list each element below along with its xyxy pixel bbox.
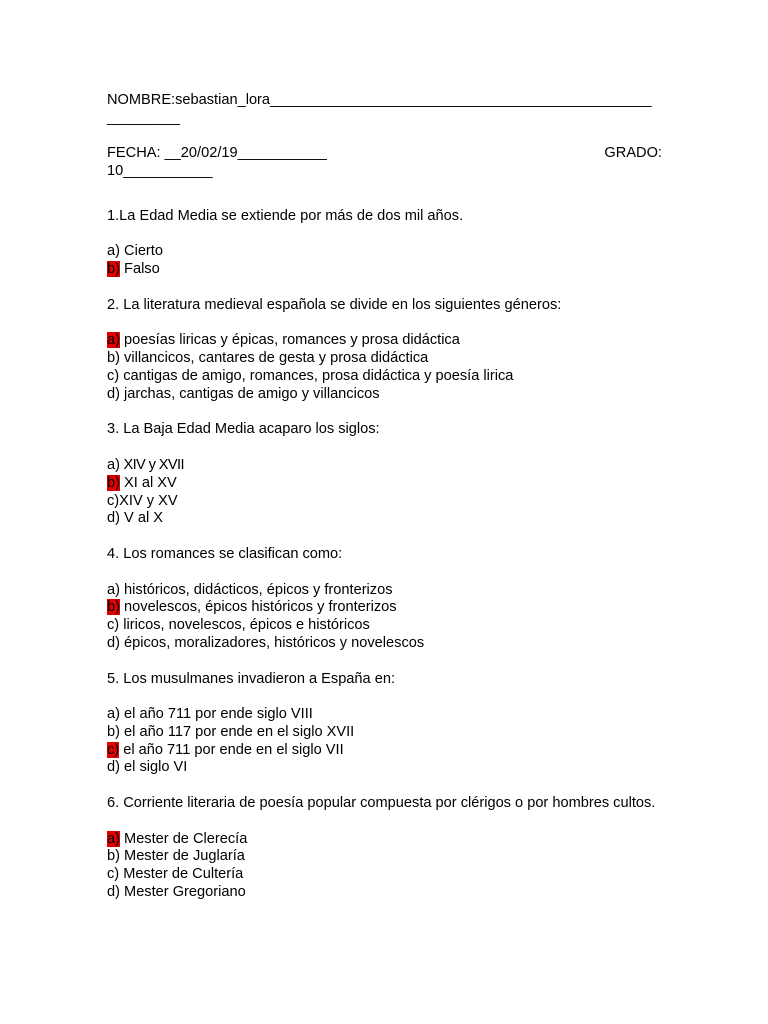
option-text: Mester Gregoriano	[119, 884, 246, 901]
option-text: V al X	[119, 510, 163, 527]
option-letter: a)	[107, 706, 120, 723]
answer-option	[107, 475, 662, 493]
answer-option	[107, 386, 662, 404]
fecha-field: FECHA: __20/02/19___________	[107, 145, 327, 162]
option-letter: a)	[107, 456, 120, 473]
question-text: 3. La Baja Edad Media acaparo los siglos:	[107, 421, 380, 438]
option-text: XIV y XV	[119, 492, 178, 509]
option-text: el año 711 por ende en el siglo VII	[119, 741, 344, 758]
option-text: Mester de Clerecía	[119, 830, 248, 847]
answer-option	[107, 332, 662, 350]
answer-option	[107, 261, 662, 279]
option-letter: d)	[107, 385, 120, 402]
option-letter: d)	[107, 759, 120, 776]
option-text: Mester de Cultería	[119, 866, 244, 883]
answer-option	[107, 724, 662, 742]
answer-option	[107, 848, 662, 866]
option-text: Mester de Juglaría	[119, 848, 245, 865]
nombre-line: NOMBRE:sebastian_lora_______________________________________________	[107, 92, 652, 108]
answer-option	[107, 706, 662, 724]
option-text: jarchas, cantigas de amigo y villancicos	[119, 385, 380, 402]
option-letter: b)	[107, 350, 120, 367]
document-page	[107, 92, 662, 902]
option-text: cantigas de amigo, romances, prosa didáctica y poesía lirica	[119, 367, 514, 384]
answer-option	[107, 866, 662, 884]
option-letter: c)	[107, 367, 120, 384]
answer-option	[107, 831, 662, 849]
selected-answer-marker: b)	[107, 261, 120, 278]
option-text: poesías liricas y épicas, romances y prosa didáctica	[119, 332, 460, 349]
selected-answer-marker: c)	[107, 741, 120, 758]
option-text: el año 711 por ende siglo VIII	[119, 706, 313, 723]
question-text: 4. Los romances se clasifican como:	[107, 545, 343, 562]
option-text: históricos, didácticos, épicos y fronterizos	[119, 581, 393, 598]
nombre-line-continuation: _________	[107, 109, 181, 126]
option-text: Falso	[119, 261, 160, 278]
answer-option	[107, 617, 662, 635]
selected-answer-marker: b)	[107, 599, 120, 616]
selected-answer-marker: a)	[107, 830, 120, 847]
fecha-grado-row	[107, 145, 662, 163]
answer-option	[107, 510, 662, 528]
option-letter: d)	[107, 634, 120, 651]
question-block	[107, 795, 662, 902]
answer-option	[107, 350, 662, 368]
question-text: 6. Corriente literaria de poesía popular compuesta por clérigos o por hombres cultos.	[107, 795, 656, 812]
answer-option	[107, 582, 662, 600]
grado-value: 10___________	[107, 163, 213, 180]
option-letter: b)	[107, 723, 120, 740]
option-text: el siglo VI	[119, 759, 188, 776]
option-letter: a)	[107, 243, 120, 260]
question-block	[107, 671, 662, 796]
option-text: el año 117 por ende en el siglo XVII	[119, 723, 355, 740]
option-letter: b)	[107, 848, 120, 865]
option-letter: d)	[107, 884, 120, 901]
option-letter: a)	[107, 581, 120, 598]
answer-option	[107, 457, 662, 475]
answer-option	[107, 884, 662, 902]
option-letter: c)	[107, 617, 120, 634]
option-text: Cierto	[119, 243, 163, 260]
option-text: villancicos, cantares de gesta y prosa didáctica	[119, 350, 429, 367]
question-text: 1.La Edad Media se extiende por más de dos mil años.	[107, 207, 464, 224]
answer-option	[107, 599, 662, 617]
selected-answer-marker: a)	[107, 332, 120, 349]
answer-option	[107, 368, 662, 386]
question-text: 2. La literatura medieval española se divide en los siguientes géneros:	[107, 296, 562, 313]
option-letter: c)	[107, 492, 120, 509]
option-text: novelescos, épicos históricos y fronterizos	[119, 599, 397, 616]
option-letter: d)	[107, 510, 120, 527]
question-block	[107, 546, 662, 671]
question-block	[107, 297, 662, 422]
selected-answer-marker: b)	[107, 474, 120, 491]
question-text: 5. Los musulmanes invadieron a España en:	[107, 670, 395, 687]
option-text: XI al XV	[119, 474, 177, 491]
option-text: épicos, moralizadores, históricos y novelescos	[119, 634, 425, 651]
option-text: liricos, novelescos, épicos e históricos	[119, 617, 370, 634]
grado-label: GRADO:	[604, 145, 662, 162]
option-text: XIV y XVII	[119, 456, 184, 473]
option-letter: c)	[107, 866, 120, 883]
answer-option	[107, 742, 662, 760]
questions-list	[107, 208, 662, 902]
answer-option	[107, 635, 662, 653]
question-block	[107, 421, 662, 546]
answer-option	[107, 759, 662, 777]
answer-option	[107, 493, 662, 511]
answer-option	[107, 243, 662, 261]
question-block	[107, 208, 662, 297]
